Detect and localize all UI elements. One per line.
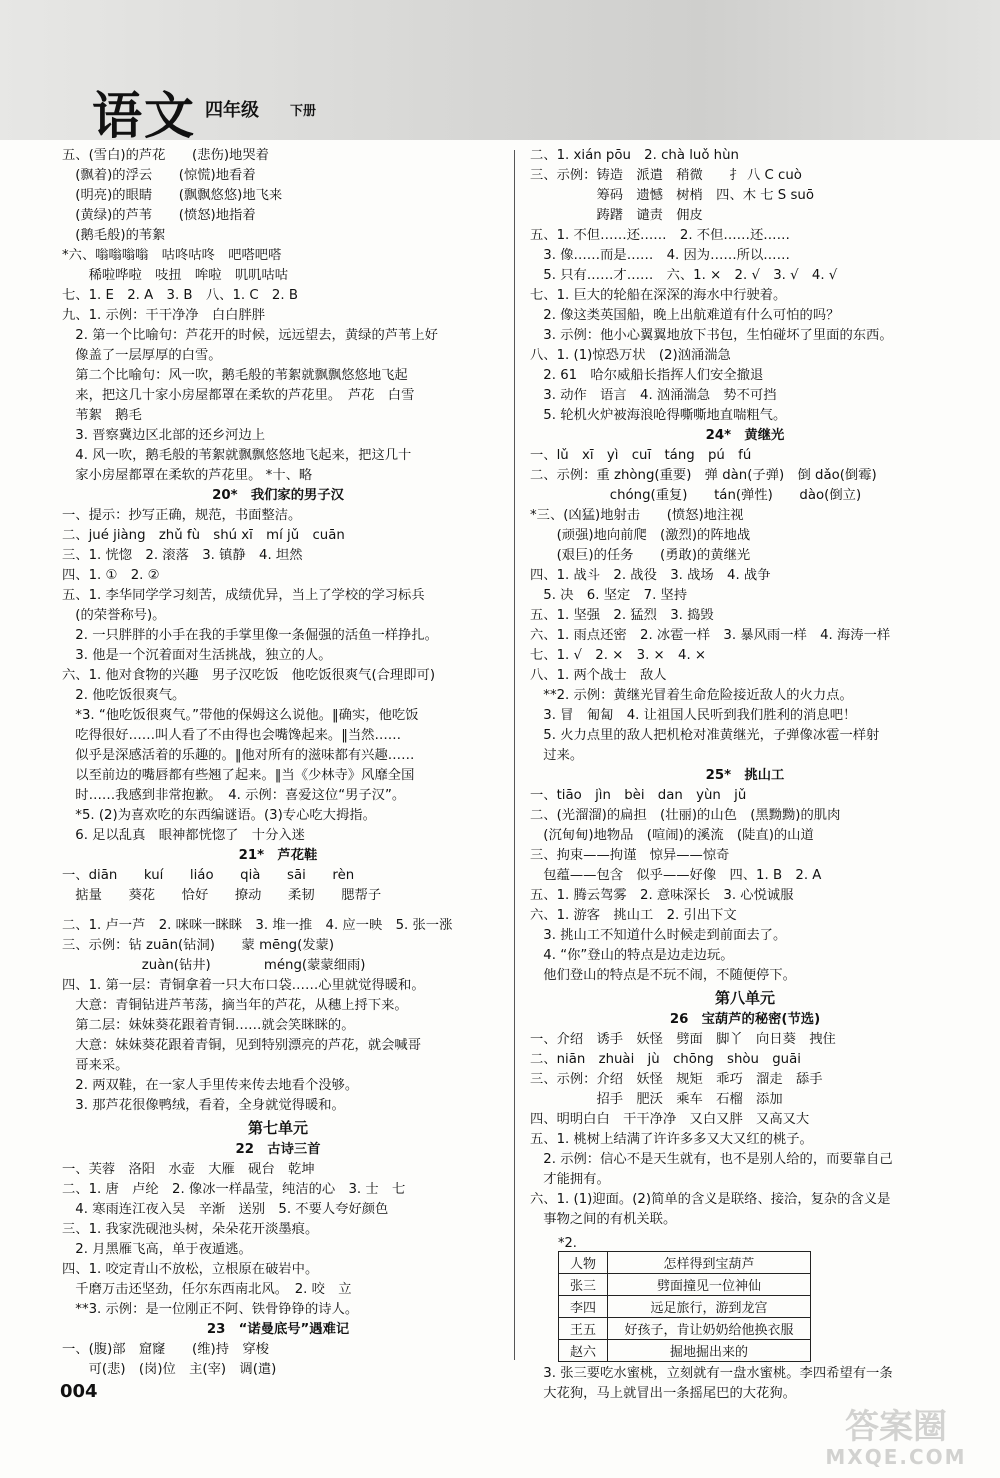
answer-line: 他们登山的特点是不玩不闹，不随便停下。: [530, 968, 796, 983]
answer-line: 4. 风一吹，鹅毛般的苇絮就飘飘悠悠地飞起来，把这几十: [62, 448, 412, 463]
table-row: [559, 1340, 811, 1362]
answer-line: *六、嗡嗡嗡嗡 咕咚咕咚 吧嗒吧嗒: [62, 248, 282, 263]
table-cell: 王五: [559, 1318, 608, 1340]
table-cell: 远足旅行，游到龙宫: [608, 1296, 811, 1318]
answer-line: 一、提示：抄写正确，规范，书面整洁。: [62, 508, 302, 523]
answer-line: 三、示例：钻 zuān(钻洞) 蒙 mēng(发蒙): [62, 938, 335, 953]
answer-line: 3. 示例：他小心翼翼地放下书包，生怕碰坏了里面的东西。: [530, 328, 893, 343]
answer-line: 掂量 葵花 恰好 撩动 柔韧 腮帮子: [62, 888, 382, 903]
answer-line: *5. (2)为喜欢吃的东西编谜语。(3)专心吃大拇指。: [62, 808, 376, 823]
answer-line: (艰巨)的任务 (勇敢)的黄继光: [530, 548, 751, 563]
answer-table: [558, 1236, 811, 1362]
answer-line: 七、1. E 2. A 3. B 八、1. C 2. B: [62, 288, 298, 303]
answer-line: 五、1. 桃树上结满了许许多多又大又红的桃子。: [530, 1132, 813, 1147]
answer-table-block: [530, 1236, 960, 1364]
answer-line: 六、1. 游客 挑山工 2. 引出下文: [530, 908, 737, 923]
answer-line: 大意：妹妹葵花跟着青铜，见到特别漂亮的芦花，就会喊哥: [62, 1038, 422, 1053]
answer-line: (明亮)的眼睛 (飘飘悠悠)地飞来: [62, 188, 283, 203]
answer-line: 3. 动作 语言 4. 汹涌湍急 势不可挡: [530, 388, 777, 403]
column-divider: [514, 150, 515, 1360]
table-row: [559, 1318, 811, 1340]
answer-line: 四、1. 第一层：青铜拿着一只大布口袋……心里就觉得暖和。: [62, 978, 425, 993]
answer-line: 四、1. ① 2. ②: [62, 568, 160, 583]
answer-line: 三、拘束——拘谨 惊异——惊奇: [530, 848, 730, 863]
answer-line: 过来。: [530, 748, 584, 763]
table-cell: 赵六: [559, 1340, 608, 1362]
unit-title: 第八单元: [714, 989, 775, 1007]
answer-line: 稀啦哗啦 吱扭 哞啦 叽叽咕咕: [62, 268, 289, 283]
volume-label: 下册: [290, 104, 317, 119]
answer-line: 五、1. 坚强 2. 猛烈 3. 捣毁: [530, 608, 714, 623]
answer-line: 筹码 遗憾 树梢 四、木 七 S suō: [530, 188, 814, 203]
answer-line: 一、tiāo jìn bèi dan yùn jǔ: [530, 788, 747, 803]
table-cell: 掘地掘出来的: [608, 1340, 811, 1362]
answer-line: 第二层：妹妹葵花跟着青铜……就会笑眯眯的。: [62, 1018, 355, 1033]
answer-line: 事物之间的有机关联。: [530, 1212, 677, 1227]
answer-line: 以至前边的嘴唇都有些翘了起来。‖当《少林寺》风靡全国: [62, 768, 415, 783]
subject-title: 语文: [92, 86, 196, 145]
watermark-top: 答案圈: [845, 1407, 947, 1447]
answer-line: 四、1. 咬定青山不放松，立根原在破岩中。: [62, 1262, 319, 1277]
lesson-title: 26 宝葫芦的秘密(节选): [669, 1012, 821, 1027]
answer-line: 3. 像……而是…… 4. 因为……所以……: [530, 248, 790, 263]
answer-line: 三、示例：介绍 妖怪 规矩 乖巧 溜走 舔手: [530, 1072, 823, 1087]
answer-line: 大意：青铜钻进芦苇荡，摘当年的芦花，从穗上捋下来。: [62, 998, 408, 1013]
answer-line: 二、1. 唐 卢纶 2. 像冰一样晶莹，纯洁的心 3. 士 七: [62, 1182, 406, 1197]
unit-title: 第七单元: [247, 1119, 308, 1137]
answer-line: 苇絮 鹅毛: [62, 408, 142, 423]
answer-line: 家小房屋都罩在柔软的芦花里。 *十、略: [62, 468, 313, 483]
answer-line: 大花狗，马上就冒出一条摇尾巴的大花狗。: [530, 1386, 796, 1401]
answer-line: 2. 像这类英国船，晚上出航难道有什么可怕的吗？: [530, 308, 840, 323]
answer-line: 5. 火力点里的敌人把机枪对准黄继光，子弹像冰雹一样射: [530, 728, 880, 743]
answer-line: 七、1. 巨大的轮船在深深的海水中行驶着。: [530, 288, 787, 303]
watermark-logo: [812, 1408, 980, 1470]
right-column: [530, 146, 960, 1404]
answer-line: 四、明明白白 干干净净 又白又胖 又高又大: [530, 1112, 810, 1127]
answer-line: 三、1. 我家洗砚池头树，朵朵花开淡墨痕。: [62, 1222, 319, 1237]
lesson-title: 20* 我们家的男子汉: [212, 488, 344, 503]
answer-line: 2. 月黑雁飞高，单于夜遁逃。: [62, 1242, 252, 1257]
answer-line: (鹅毛般)的苇絮: [62, 228, 166, 243]
answer-line: 3. 挑山工不知道什么时候走到前面去了。: [530, 928, 787, 943]
answer-line: 4. 寒雨连江夜入吴 辛渐 送别 5. 不要人夸好颜色: [62, 1202, 389, 1217]
answer-line: 二、示例：重 zhòng(重要) 弹 dàn(子弹) 倒 dǎo(倒霉): [530, 468, 877, 483]
answer-line: 五、(雪白)的芦花 (悲伤)地哭着: [62, 148, 269, 163]
answer-line: (顽强)地向前爬 (激烈)的阵地战: [530, 528, 751, 543]
answer-line: 包蕴——包含 似乎——好像 四、1. B 2. A: [530, 868, 822, 883]
table-cell: 好孩子，肯让奶奶给他换衣服: [608, 1318, 811, 1340]
answer-line: 六、1. (1)迎面。(2)简单的含义是联络、接洽，复杂的含义是: [530, 1192, 891, 1207]
table-row: [559, 1296, 811, 1318]
answer-line: 3. 那芦花很像鸭绒，看着，全身就觉得暖和。: [62, 1098, 345, 1113]
page-number: 004: [60, 1381, 98, 1402]
table-row: [559, 1252, 811, 1274]
answer-line: 一、diān kuí liáo qià sāi rèn: [62, 868, 355, 883]
answer-line: 二、niān zhuài jù chōng shòu guāi: [530, 1052, 801, 1067]
answer-line: 五、1. 不但……还…… 2. 不但……还……: [530, 228, 790, 243]
answer-line: 4. “你”登山的特点是边走边玩。: [530, 948, 734, 963]
answer-line: 来，把这几十家小房屋都罩在柔软的芦花里。 芦花 白雪: [62, 388, 415, 403]
answer-line: (的荣誉称号)。: [62, 608, 166, 623]
table-label: *2.: [558, 1236, 577, 1251]
answer-line: 千磨万击还坚劲，任尔东西南北风。 2. 咬 立: [62, 1282, 352, 1297]
answer-line: 八、1. (1)惊恐万状 (2)汹涌湍急: [530, 348, 731, 363]
answer-line: 一、lǔ xī yì cuī táng pú fú: [530, 448, 752, 463]
answer-line: 2. 第一个比喻句：芦花开的时候，远远望去，黄绿的芦苇上好: [62, 328, 438, 343]
answer-line: 六、1. 他对食物的兴趣 男子汉吃饭 他吃饭很爽气(合理即可): [62, 668, 436, 683]
table-row: [559, 1274, 811, 1296]
answer-line: 三、示例：铸造 派遣 稍微 扌 八 C cuò: [530, 168, 802, 183]
lesson-title: 23 “诺曼底号”遇难记: [206, 1322, 350, 1337]
answer-line: 五、1. 腾云驾雾 2. 意味深长 3. 心悦诚服: [530, 888, 794, 903]
answer-line: 2. 61 哈尔威船长指挥人们安全撤退: [530, 368, 764, 383]
answer-line: (沉甸甸)地物品 (喧闹)的溪流 (陡直)的山道: [530, 828, 814, 843]
answer-line: 七、1. √ 2. × 3. × 4. ×: [530, 648, 707, 663]
answer-line: 第二个比喻句：风一吹，鹅毛般的苇絮就飘飘悠悠地飞起: [62, 368, 408, 383]
left-column: [62, 146, 494, 1380]
answer-line: 2. 两双鞋，在一家人手里传来传去地看个没够。: [62, 1078, 359, 1093]
answer-line: 六、1. 雨点还密 2. 冰雹一样 3. 暴风雨一样 4. 海涛一样: [530, 628, 891, 643]
answer-line: 哥来采。: [62, 1058, 129, 1073]
answer-line: 6. 足以乱真 眼神都恍惚了 十分入迷: [62, 828, 305, 843]
answer-line: (黄绿)的芦苇 (愤怒)地指着: [62, 208, 256, 223]
answer-line: **2. 示例：黄继光冒着生命危险接近敌人的火力点。: [530, 688, 853, 703]
answer-line: 五、1. 李华同学学习刻苦，成绩优异，当上了学校的学习标兵: [62, 588, 425, 603]
answer-line: 3. 他是一个沉着面对生活挑战，独立的人。: [62, 648, 332, 663]
answer-line: 八、1. 两个战士 敌人: [530, 668, 667, 683]
answer-line: 时……我感到非常抱歉。 4. 示例：喜爱这位“男子汉”。: [62, 788, 406, 803]
answer-line: 可(悲) (岗)位 主(宰) 调(遣): [62, 1362, 277, 1377]
lesson-title: 24* 黄继光: [705, 428, 785, 443]
lesson-title: 25* 挑山工: [705, 768, 785, 783]
answer-line: 3. 晋察冀边区北部的还乡河边上: [62, 428, 266, 443]
answer-line: 二、1. 卢一芦 2. 咪咪一眯眯 3. 堆一推 4. 应一映 5. 张一涨: [62, 918, 453, 933]
answer-line: **3. 示例：是一位刚正不阿、铁骨铮铮的诗人。: [62, 1302, 359, 1317]
lesson-title: 21* 芦花鞋: [238, 848, 318, 863]
answer-line: 才能拥有。: [530, 1172, 610, 1187]
answer-line: 二、jué jiàng zhǔ fù shú xī mí jǔ cuān: [62, 528, 345, 543]
answer-line: 四、1. 战斗 2. 战役 3. 战场 4. 战争: [530, 568, 771, 583]
answer-line: 似乎是深感活着的乐趣的。‖他对所有的滋味都有兴趣……: [62, 748, 415, 763]
answer-line: 招手 肥沃 乘车 石榴 添加: [530, 1092, 783, 1107]
answer-line: 5. 只有……才…… 六、1. × 2. √ 3. √ 4. √: [530, 268, 838, 283]
answer-line: 一、(腹)部 窟窿 (维)持 穿梭: [62, 1342, 269, 1357]
answer-line: 3. 冒 匍匐 4. 让祖国人民听到我们胜利的消息吧！: [530, 708, 857, 723]
answer-line: 5. 决 6. 坚定 7. 坚持: [530, 588, 688, 603]
answer-line: 2. 示例：信心不是天生就有，也不是别人给的，而要靠自己: [530, 1152, 893, 1167]
answer-line: 2. 他吃饭很爽气。: [62, 688, 186, 703]
table-cell: 劈面撞见一位神仙: [608, 1274, 811, 1296]
grade-label: 四年级: [205, 100, 259, 121]
answer-line: 像盖了一层厚厚的白雪。: [62, 348, 222, 363]
answer-line: 二、1. xián pōu 2. chà luǒ hùn: [530, 148, 739, 163]
answer-line: (飘着)的浮云 (惊慌)地看着: [62, 168, 256, 183]
answer-line: 二、(光溜溜)的扁担 (壮丽)的山色 (黑黝黝)的肌肉: [530, 808, 841, 823]
answer-line: 一、芙蓉 洛阳 水壶 大雁 砚台 乾坤: [62, 1162, 315, 1177]
answer-line: [62, 906, 494, 916]
answer-line: 2. 一只胖胖的小手在我的手掌里像一条倔强的活鱼一样挣扎。: [62, 628, 438, 643]
answer-line: 九、1. 示例：干干净净 白白胖胖: [62, 308, 266, 323]
table-cell: 张三: [559, 1274, 608, 1296]
answer-line: 一、介绍 诱手 妖怪 劈面 脚丫 向日葵 拽住: [530, 1032, 836, 1047]
table-cell: 怎样得到宝葫芦: [608, 1252, 811, 1274]
answer-line: zuàn(钻井) méng(蒙蒙细雨): [62, 958, 366, 973]
page-header: [0, 0, 1000, 145]
answer-line: 吃得很好……叫人看了不由得也会嘴馋起来。‖当然……: [62, 728, 402, 743]
answer-line: 5. 轮机火炉被海浪呛得嘶嘶地直喘粗气。: [530, 408, 787, 423]
answer-line: 三、1. 恍惚 2. 滚落 3. 镇静 4. 坦然: [62, 548, 303, 563]
answer-line: 3. 张三要吃水蜜桃，立刻就有一盘水蜜桃。李四希望有一条: [530, 1366, 893, 1381]
answer-line: 踌躇 谴责 佣皮: [530, 208, 703, 223]
table-cell: 李四: [559, 1296, 608, 1318]
answer-line: chóng(重复) tán(弹性) dào(倒立): [530, 488, 862, 503]
watermark-bottom: MXQE.COM: [825, 1445, 967, 1469]
answer-line: *3. “他吃饭很爽气。”带他的保姆这么说他。‖确实，他吃饭: [62, 708, 419, 723]
answer-line: *三、(凶猛)地射击 (愤怒)地注视: [530, 508, 744, 523]
lesson-title: 22 古诗三首: [235, 1142, 321, 1157]
table-cell: 人物: [559, 1252, 608, 1274]
